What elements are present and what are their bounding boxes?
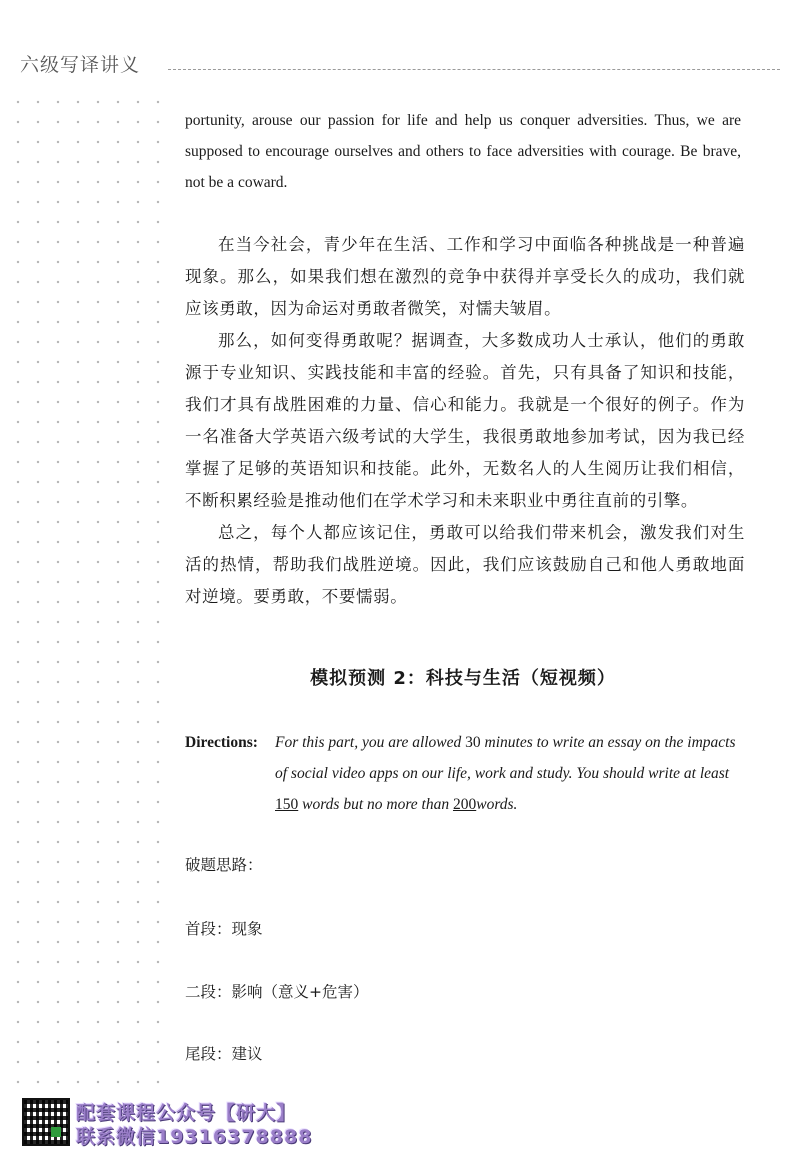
section-title: 模拟预测 2：科技与生活（短视频） bbox=[310, 668, 616, 689]
max-words-value: 200 bbox=[452, 796, 477, 813]
margin-dot-grid bbox=[8, 92, 173, 1092]
qr-center-mark bbox=[51, 1127, 61, 1137]
english-essay-ending: portunity, arouse our passion for life and help us conquer adversities. Thus, we are supposed to encourage ourselves and others to face adversities with courage. Be brave, not be a coward. bbox=[185, 112, 741, 191]
directions-text bbox=[275, 727, 745, 820]
cn-paragraph-3: 总之，每个人都应该记住，勇敢可以给我们带来机会，激发我们对生活的热情，帮助我们战胜逆境。因此，我们应该鼓励自己和他人勇敢地面对逆境。要勇敢，不要懦弱。 bbox=[185, 523, 745, 606]
footer-watermark-badge bbox=[14, 1090, 314, 1150]
directions-text-4: words. bbox=[476, 796, 518, 813]
watermark-line-2: 联系微信19316378888 bbox=[76, 1126, 313, 1148]
header-dashed-rule bbox=[168, 69, 780, 70]
cn-paragraph-1: 在当今社会，青少年在生活、工作和学习中面临各种挑战是一种普遍现象。那么，如果我们想在激烈的竞争中获得并享受长久的成功，我们就应该勇敢，因为命运对勇敢者微笑，对懦夫皱眉。 bbox=[185, 235, 745, 318]
directions-block bbox=[185, 727, 745, 820]
chinese-translation bbox=[185, 229, 745, 613]
cn-paragraph-2: 那么，如何变得勇敢呢？据调查，大多数成功人士承认，他们的勇敢源于专业知识、实践技能和丰富的经验。首先，只有具备了知识和技能，我们才具有战胜困难的力量、信心和能力。我就是一个很好的例子。作为一名准备大学英语六级考试的大学生，我很勇敢地参加考试，因为我已经掌握了足够的英语知识和技能。此外，无数名人的人生阅历让我们相信，不断积累经验是推动他们在学术学习和未来职业中勇往直前的引擎。 bbox=[185, 331, 745, 510]
qr-code-icon bbox=[22, 1098, 70, 1146]
watermark-line-1: 配套课程公众号【研大】 bbox=[76, 1102, 297, 1124]
running-header-title: 六级写译讲义 bbox=[20, 54, 141, 76]
idea-item-body: 二段：影响（意义+危害） bbox=[185, 983, 369, 1001]
directions-text-3: words but no more than bbox=[302, 796, 450, 813]
directions-text-1: For this part, you are allowed bbox=[275, 734, 462, 751]
idea-item-conclusion: 尾段：建议 bbox=[185, 1045, 263, 1063]
idea-item-intro: 首段：现象 bbox=[185, 920, 263, 938]
directions-label: Directions: bbox=[185, 734, 258, 751]
minutes-value: 30 bbox=[465, 734, 481, 751]
min-words-value: 150 bbox=[275, 796, 299, 813]
ideas-heading: 破题思路： bbox=[185, 856, 263, 874]
directions-text-2: minutes to write an essay on the impacts of social video apps on our life, work and study. You should write at least bbox=[275, 734, 736, 782]
